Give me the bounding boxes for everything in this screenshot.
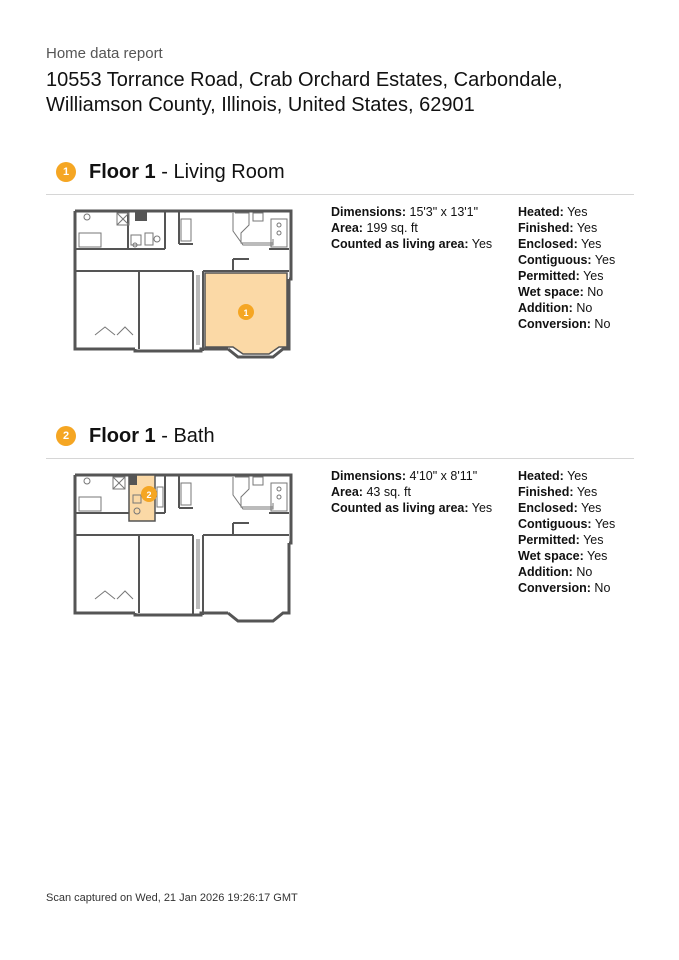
flag-conversion <box>518 316 615 332</box>
flag-permitted <box>518 268 615 284</box>
flag-label: Conversion: <box>518 581 591 595</box>
flag-label: Permitted: <box>518 533 580 547</box>
area-value: 43 sq. ft <box>366 485 411 499</box>
flag-value: Yes <box>576 221 598 235</box>
room-title <box>89 161 285 184</box>
flag-label: Wet space: <box>518 285 584 299</box>
area-row <box>331 484 492 500</box>
flag-label: Finished: <box>518 485 574 499</box>
room-title-separator: - <box>155 160 174 183</box>
flag-contiguous <box>518 252 615 268</box>
flag-wet-space <box>518 548 615 564</box>
flag-label: Addition: <box>518 301 573 315</box>
flag-heated <box>518 204 615 220</box>
flag-label: Contiguous: <box>518 517 592 531</box>
room-number-badge: 2 <box>56 426 76 446</box>
scan-timestamp: Scan captured on Wed, 21 Jan 2026 19:26:17 GMT <box>46 892 298 904</box>
address-line-2: Williamson County, Illinois, United States, 62901 <box>46 94 475 116</box>
flag-value: Yes <box>581 501 602 515</box>
flag-value: Yes <box>587 549 608 563</box>
flag-value: No <box>594 317 611 331</box>
flag-finished <box>518 484 615 500</box>
flag-label: Contiguous: <box>518 253 592 267</box>
room-title <box>89 425 215 448</box>
room-attribute-flags <box>518 468 615 596</box>
flag-value: Yes <box>567 205 588 219</box>
room-header <box>56 159 285 185</box>
flag-label: Heated: <box>518 205 564 219</box>
floor-plan-image <box>73 473 293 623</box>
flag-value: No <box>576 565 593 579</box>
flag-permitted <box>518 532 615 548</box>
area-row <box>331 220 492 236</box>
room-name: Living Room <box>173 160 285 183</box>
flag-value: Yes <box>583 269 604 283</box>
flag-label: Conversion: <box>518 317 591 331</box>
property-address <box>46 68 646 118</box>
flag-label: Finished: <box>518 221 574 235</box>
flag-label: Wet space: <box>518 549 584 563</box>
flag-value: Yes <box>594 517 616 531</box>
flag-enclosed <box>518 236 615 252</box>
living-area-value: Yes <box>471 501 493 515</box>
living-area-label: Counted as living area: <box>331 237 469 251</box>
section-divider <box>46 458 634 459</box>
room-attribute-flags <box>518 204 615 332</box>
living-area-row <box>331 500 492 516</box>
area-label: Area: <box>331 221 363 235</box>
dimensions-value: 15'3" x 13'1" <box>409 205 479 219</box>
flag-addition <box>518 300 615 316</box>
dimensions-label: Dimensions: <box>331 205 407 219</box>
flag-label: Enclosed: <box>518 237 578 251</box>
living-area-row <box>331 236 492 252</box>
room-floor: Floor 1 <box>89 160 156 183</box>
flag-addition <box>518 564 615 580</box>
room-dimensions-info <box>331 204 492 252</box>
flag-value: Yes <box>583 533 604 547</box>
room-number-badge: 1 <box>56 162 76 182</box>
flag-label: Enclosed: <box>518 501 578 515</box>
flag-heated <box>518 468 615 484</box>
room-marker-label: 2 <box>146 490 152 500</box>
flag-label: Permitted: <box>518 269 580 283</box>
flag-value: Yes <box>576 485 598 499</box>
flag-value: Yes <box>594 253 616 267</box>
dimensions-value: 4'10" x 8'11" <box>409 469 478 483</box>
room-section-living-room <box>0 159 679 379</box>
room-dimensions-info <box>331 468 492 516</box>
floor-plan-image <box>73 209 293 359</box>
flag-conversion <box>518 580 615 596</box>
flag-value: Yes <box>567 469 588 483</box>
address-line-1: 10553 Torrance Road, Crab Orchard Estates, Carbondale, <box>46 69 563 91</box>
flag-label: Addition: <box>518 565 573 579</box>
area-value: 199 sq. ft <box>366 221 418 235</box>
flag-contiguous <box>518 516 615 532</box>
room-name: Bath <box>173 424 215 447</box>
flag-value: Yes <box>581 237 602 251</box>
flag-enclosed <box>518 500 615 516</box>
flag-value: No <box>576 301 593 315</box>
living-area-label: Counted as living area: <box>331 501 469 515</box>
flag-wet-space <box>518 284 615 300</box>
flag-value: No <box>594 581 611 595</box>
dimensions-row <box>331 468 492 484</box>
flag-value: No <box>587 285 604 299</box>
flag-finished <box>518 220 615 236</box>
dimensions-row <box>331 204 492 220</box>
living-area-value: Yes <box>471 237 493 251</box>
room-section-bath <box>0 423 679 643</box>
flag-label: Heated: <box>518 469 564 483</box>
room-marker-label: 1 <box>243 308 249 318</box>
room-floor: Floor 1 <box>89 424 156 447</box>
room-title-separator: - <box>155 424 174 447</box>
dimensions-label: Dimensions: <box>331 469 407 483</box>
area-label: Area: <box>331 485 363 499</box>
section-divider <box>46 194 634 195</box>
report-label: Home data report <box>46 45 163 62</box>
room-header <box>56 423 215 449</box>
